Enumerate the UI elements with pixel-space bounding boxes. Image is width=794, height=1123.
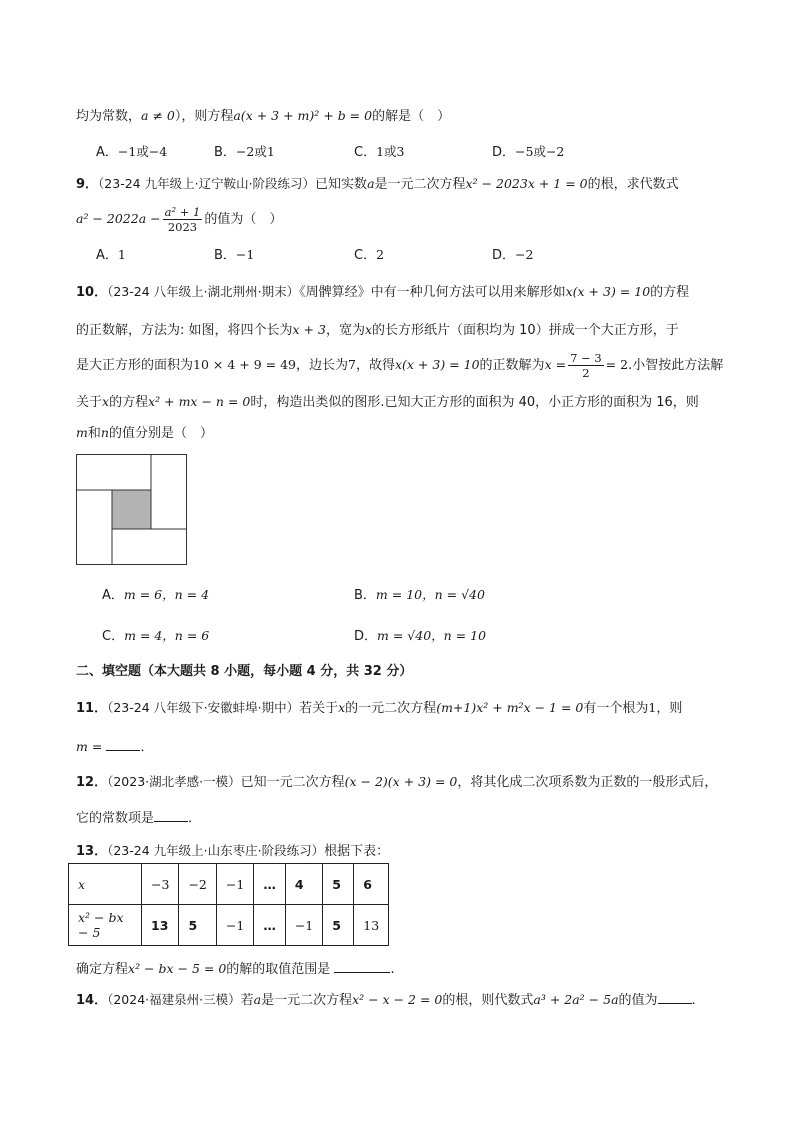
q13-stem: 13．（23-24 九年级上·山东枣庄·阶段练习）根据下表： xyxy=(76,843,390,859)
table-cell: 6 xyxy=(354,864,389,905)
q11-answer-blank[interactable] xyxy=(106,736,140,751)
q11-answer-line: m = ． xyxy=(76,736,153,757)
q11-stem: 11．（23-24 八年级下·安徽蚌埠·期中）若关于x的一元二次方程(m+1)x² + m²x − 1 = 0有一个根为1，则 xyxy=(76,700,683,716)
table-cell: −1 xyxy=(216,864,253,905)
q9-number: 9． xyxy=(76,177,99,192)
q11-number: 11． xyxy=(76,701,108,716)
table-cell: 13 xyxy=(354,905,389,946)
q12-answer-line: 它的常数项是 ． xyxy=(76,807,201,828)
table-cell: 5 xyxy=(323,864,354,905)
q9-expression-line: a² − 2022a − $\frac{\text{a² + 1}}{2023}$ 的值为（ ） xyxy=(76,205,283,234)
q8-condition: a ≠ 0 xyxy=(141,108,175,123)
q13-source: （23-24 九年级上·山东枣庄·阶段练习） xyxy=(107,843,325,858)
q12-answer-blank[interactable] xyxy=(154,807,188,822)
q9-fraction: $\frac{\text{a² + 1}}{2023}$ xyxy=(164,205,201,234)
q13-answer-blank[interactable] xyxy=(334,958,390,973)
q10-line-2: 的正数解，方法为: 如图，将四个长为x + 3，宽为x的长方形纸片（面积均为 10）拼成一个大正方形，于 xyxy=(76,322,679,338)
q8-option-a[interactable]: A．−1或−4 xyxy=(96,144,168,160)
q14-source: （2024·福建泉州·三模） xyxy=(107,992,241,1007)
q9-stem: 9．（23-24 九年级上·辽宁鞍山·阶段练习）已知实数a是一元二次方程x² − 2023x + 1 = 0的根，求代数式 xyxy=(76,176,679,192)
q9-option-c[interactable]: C．2 xyxy=(354,247,385,263)
q13-value-table xyxy=(68,863,389,946)
table-cell: −1 xyxy=(285,905,322,946)
q14-answer-blank[interactable] xyxy=(658,989,692,1004)
q14-number: 14． xyxy=(76,993,108,1008)
q10-option-c[interactable]: C．m = 4，n = 6 xyxy=(102,628,210,644)
section-2-title: 二、填空题（本大题共 8 小题，每小题 4 分，共 32 分） xyxy=(76,664,413,679)
q8-text: 的解是（ ） xyxy=(372,109,451,124)
table-cell: 5 xyxy=(179,905,216,946)
q8-option-d[interactable]: D．−5或−2 xyxy=(492,144,565,160)
q14-equation: x² − x − 2 = 0 xyxy=(352,992,443,1007)
q10-option-a[interactable]: A．m = 6，n = 4 xyxy=(102,587,210,603)
table-cell: … xyxy=(254,864,286,905)
q12-source: （2023·湖北孝感·一模） xyxy=(107,774,241,789)
table-cell: … xyxy=(254,905,286,946)
q11-equation: (m+1)x² + m²x − 1 = 0 xyxy=(436,700,584,715)
table-cell: 5 xyxy=(323,905,354,946)
q9-option-b[interactable]: B．−1 xyxy=(214,247,255,263)
table-cell: 4 xyxy=(285,864,322,905)
q9-equation: x² − 2023x + 1 = 0 xyxy=(465,176,588,191)
q10-line-4: 关于x的方程x² + mx − n = 0时，构造出类似的图形.已知大正方形的面积为 40，小正方形的面积为 16，则 xyxy=(76,394,699,410)
table-row xyxy=(69,864,389,905)
q13-number: 13． xyxy=(76,844,108,859)
table-cell: 13 xyxy=(142,905,179,946)
table-cell: −3 xyxy=(142,864,179,905)
small-square xyxy=(112,490,151,529)
table-cell: x xyxy=(69,864,142,905)
q10-source: （23-24 八年级上·湖北荆州·期末） xyxy=(107,284,300,299)
q10-square-figure xyxy=(76,454,187,565)
q11-source: （23-24 八年级下·安徽蚌埠·期中） xyxy=(107,700,300,715)
q8-equation: a(x + 3 + m)² + b = 0 xyxy=(233,108,373,123)
q10-fraction: $\frac{7 - 3}{2}$ xyxy=(570,351,602,380)
q12-number: 12． xyxy=(76,775,108,790)
q9-expression: a² − 2022a − xyxy=(76,211,161,226)
q12-stem: 12．（2023·湖北孝感·一模）已知一元二次方程(x − 2)(x + 3) = 0，将其化成二次项系数为正数的一般形式后， xyxy=(76,774,718,790)
q10-number: 10． xyxy=(76,285,108,300)
q9-source: （23-24 九年级上·辽宁鞍山·阶段练习） xyxy=(98,176,316,191)
q9-option-a[interactable]: A．1 xyxy=(96,247,126,263)
q10-line-3: 是大正方形的面积为10 × 4 + 9 = 49，边长为7，故得x(x + 3) = 10的正数解为x = $\frac{7 - 3}{2}$ = 2.小智按此方法解 xyxy=(76,351,724,380)
q14-stem: 14．（2024·福建泉州·三模）若a是一元二次方程x² − x − 2 = 0的根，则代数式a³ + 2a² − 5a的值为 . xyxy=(76,989,696,1010)
table-cell: −1 xyxy=(216,905,253,946)
q8-stem-tail xyxy=(76,107,450,126)
q8-option-b[interactable]: B．−2或1 xyxy=(214,144,275,160)
q10-line-5: m和n的值分别是（ ） xyxy=(76,425,213,441)
q10-option-d[interactable]: D．m = √40，n = 10 xyxy=(354,628,487,644)
q12-equation: (x − 2)(x + 3) = 0 xyxy=(344,774,458,789)
table-cell: −2 xyxy=(179,864,216,905)
q8-text: 均为常数， xyxy=(76,109,142,124)
q8-option-c[interactable]: C．1或3 xyxy=(354,144,405,160)
table-row xyxy=(69,905,389,946)
q9-option-d[interactable]: D．−2 xyxy=(492,247,534,263)
table-cell: x² − bx − 5 xyxy=(69,905,142,946)
q13-answer-line: 确定方程x² − bx − 5 = 0的解的取值范围是 . xyxy=(76,958,395,979)
q10-line-1: 10．（23-24 八年级上·湖北荆州·期末）《周髀算经》中有一种几何方法可以用来解形如x(x + 3) = 10的方程 xyxy=(76,284,690,300)
q8-text: ），则方程 xyxy=(174,109,234,124)
q10-option-b[interactable]: B．m = 10，n = √40 xyxy=(354,587,485,603)
